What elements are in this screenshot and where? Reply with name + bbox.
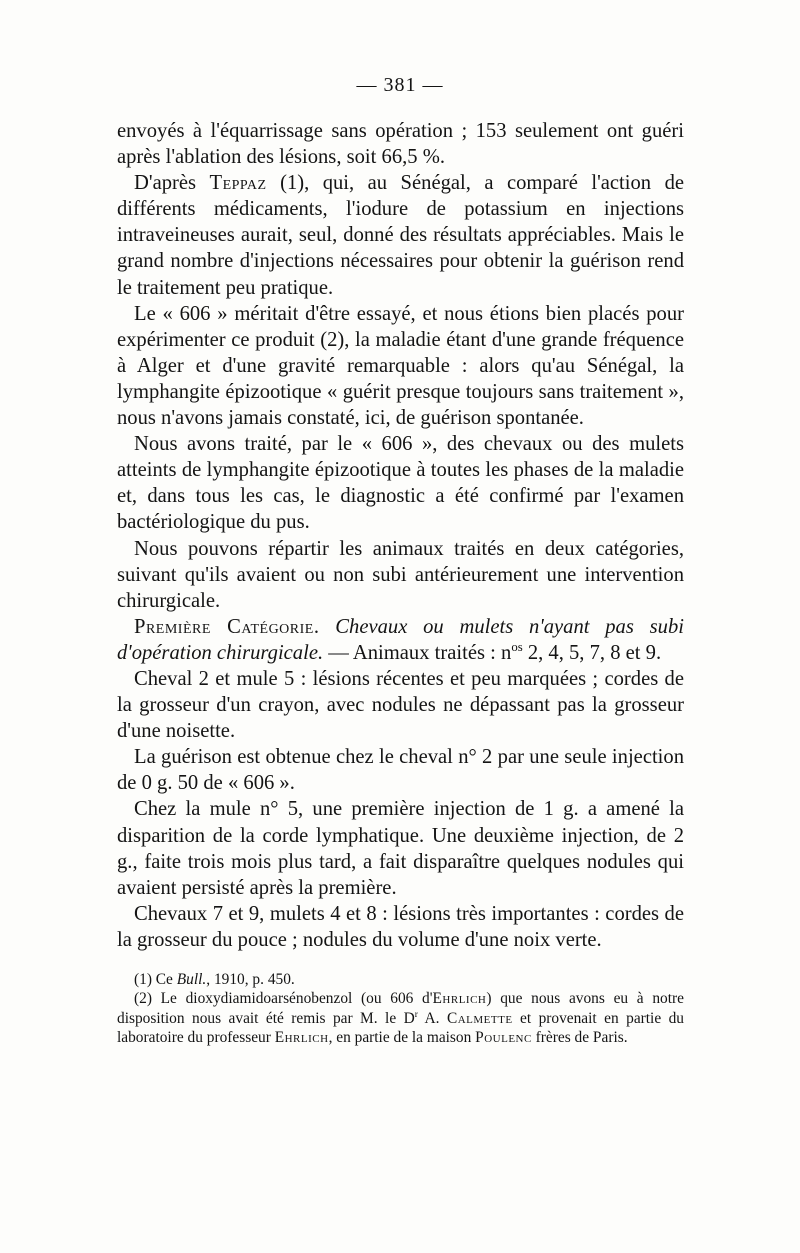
paragraph-9: Chez la mule n° 5, une première injection de 1 g. a amené la disparition de la corde lymphatique. Une deuxième injection, de 2 g., faite trois mois plus tard, a fait disparaître quelques nodules qui avaient persisté après la première. [117,798,684,899]
paragraph-10: Chevaux 7 et 9, mulets 4 et 8 : lésions très importantes : cordes de la grosseur du pouce ; nodules du volume d'une noix verte. [117,902,684,951]
paragraph-1: envoyés à l'équarrissage sans opération ; 153 seulement ont guéri après l'ablation des lésions, soit 66,5 %. [117,120,684,169]
paragraph-7: Cheval 2 et mule 5 : lésions récentes et peu marquées ; cordes de la grosseur d'un crayon, avec nodules ne dépassant pas la grosseur d'une noisette. [117,667,684,743]
category-animals-a: — Animaux traités : n [323,641,512,664]
footnote-2-ehrlich-1: Ehrlich [432,990,487,1008]
footnote-1 [117,970,684,989]
footnote-1-journal: Bull. [176,971,207,988]
footnote-2-a: (2) Le dioxydiamidoarsénobenzol (ou 606 d' [134,990,433,1008]
paragraph-2-intro: D'après [134,172,210,195]
footnote-2-f: frères de Paris. [531,1029,628,1047]
paragraph-2 [117,170,684,300]
main-text [117,118,684,953]
footnote-2-e: , en partie de la maison [328,1029,476,1047]
footnote-1-a: (1) Ce [134,971,177,988]
footnote-2-b: ) que nous avons eu à notre disposition nous avait été remis par M. le D [117,990,684,1027]
footnote-1-b: , 1910, p. 450. [206,971,295,988]
footnotes [117,970,684,1048]
category-heading-paragraph [117,614,684,666]
page-number: — 381 — [356,74,444,96]
paragraph-8: La guérison est obtenue chez le cheval n° 2 par une seule injection de 0 g. 50 de « 606 ». [117,746,684,795]
numero-superscript: os [511,640,523,655]
footnote-2-d: et provenait en partie du laboratoire du professeur [117,1009,685,1047]
footnote-2-calmette: Calmette [446,1009,513,1027]
footnote-2-c: A. [417,1009,447,1027]
author-name-teppaz: Teppaz [209,172,267,195]
footnote-2-ehrlich-2: Ehrlich [274,1029,329,1047]
paragraph-5: Nous pouvons répartir les animaux traités en deux catégories, suivant qu'ils avaient ou non subi antérieurement une intervention chirurgicale. [117,537,684,612]
paragraph-4: Nous avons traité, par le « 606 », des chevaux ou des mulets atteints de lymphangite épizootique à toutes les phases de la maladie et, dans tous les cas, le diagnostic a été confirmé par l'examen bactériologique du pus. [117,433,684,534]
footnote-2 [117,989,684,1047]
paragraph-3: Le « 606 » méritait d'être essayé, et nous étions bien placés pour expérimenter ce produit (2), la maladie étant d'une grande fréquence à Alger et d'une gravité remarquable : alors qu'au Sénégal, la lymphangite épizootique « guérit presque toujours sans traitement », nous n'avons jamais constaté, ici, de guérison spontanée. [117,302,684,430]
category-animals-b: 2, 4, 5, 7, 8 et 9. [522,641,662,664]
footnote-2-poulenc: Poulenc [475,1029,532,1047]
category-title: Chevaux ou mulets n'ayant pas subi d'opération chirurgicale. [117,615,684,664]
doctor-superscript: r [414,1008,418,1020]
category-heading: Première Catégorie. [134,615,320,638]
paragraph-2-body: (1), qui, au Sénégal, a comparé l'action de différents médicaments, l'iodure de potassium en injections intraveineuses aurait, seul, donné des résultats appréciables. Mais le grand nombre d'injections nécessaires pour obtenir la guérison rend le traitement peu pratique. [117,172,685,299]
